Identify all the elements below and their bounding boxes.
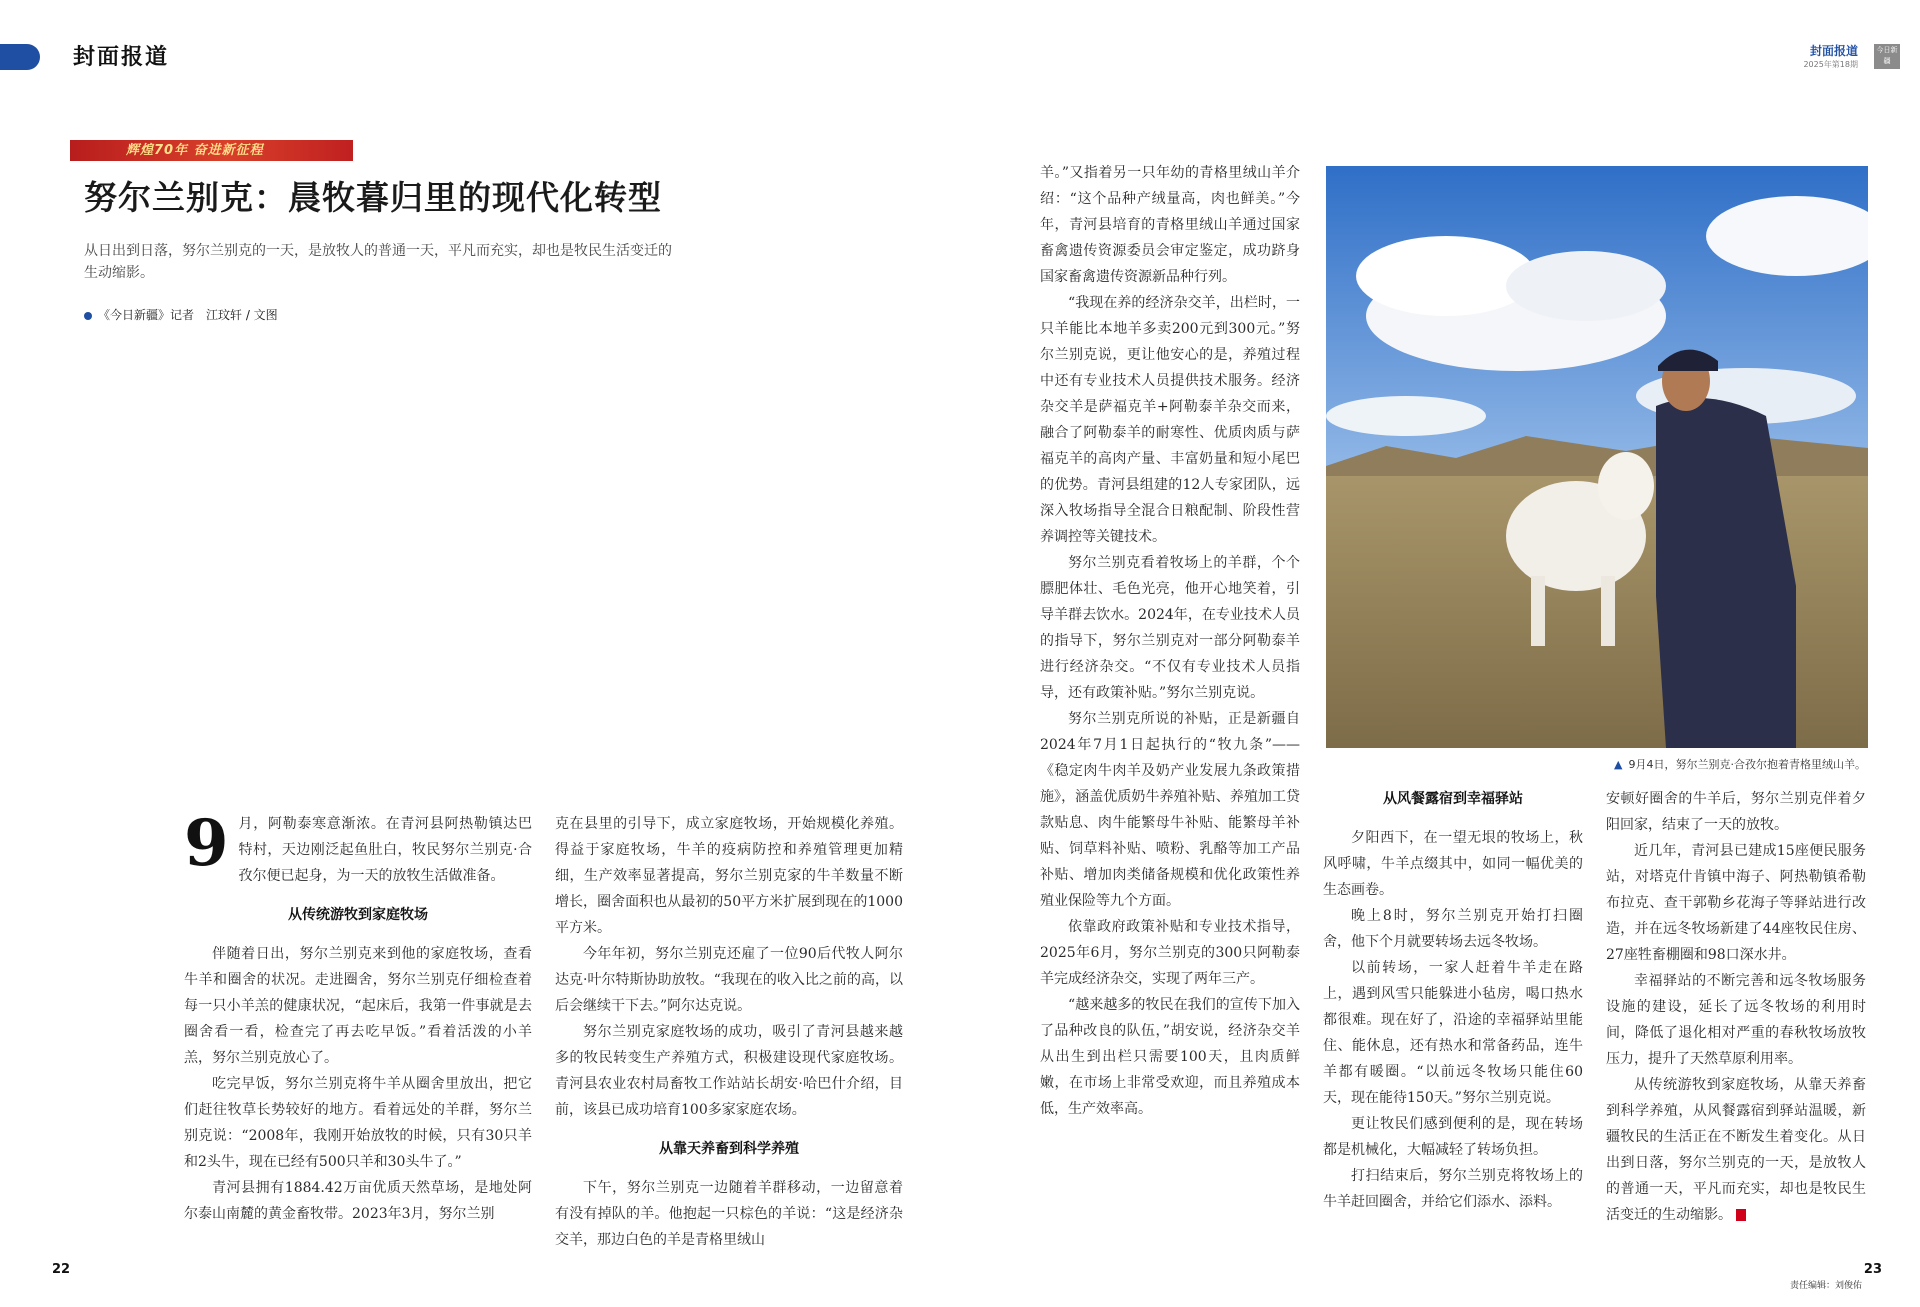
theme-banner: 辉煌70年 奋进新征程 (70, 140, 353, 161)
paragraph: 努尔兰别克所说的补贴，正是新疆自2024年7月1日起执行的“牧九条”——《稳定肉牛肉羊及奶产业发展九条政策措施》，涵盖优质奶牛养殖补贴、养殖加工贷款贴息、肉牛能繁母牛补贴、能繁母羊补贴、饲草料补贴、喷粉、乳酪等加工产品补贴、增加肉类储备规模和优化政策性养殖业保险等九个方面。 (1040, 711, 1300, 909)
caption-text: 9月4日，努尔兰别克·合孜尔抱着青格里绒山羊。 (1628, 758, 1866, 771)
section-tab (0, 44, 40, 70)
article-photo (1326, 166, 1868, 748)
paragraph (1606, 1072, 1866, 1228)
photo-caption (1614, 756, 1866, 772)
triangle-icon: ▲ (1614, 758, 1623, 771)
paragraph: 安顿好圈舍的牛羊后，努尔兰别克伴着夕阳回家，结束了一天的放牧。 (1606, 791, 1866, 833)
paragraph: 下午，努尔兰别克一边随着羊群移动，一边留意着有没有掉队的羊。他抱起一只棕色的羊说：“这是经济杂交羊，那边白色的羊是青格里绒山 (555, 1180, 903, 1248)
section-title-right: 封面报道 (1809, 44, 1858, 58)
page-number-right: 23 (1863, 1262, 1882, 1277)
column-4 (1323, 786, 1583, 1215)
paragraph: 晚上8时，努尔兰别克开始打扫圈舍，他下个月就要转场去远冬牧场。 (1323, 908, 1583, 950)
paragraph: 打扫结束后，努尔兰别克将牧场上的牛羊赶回圈舍，并给它们添水、添料。 (1323, 1168, 1583, 1210)
paragraph: 羊。”又指着另一只年幼的青格里绒山羊介绍：“这个品种产绒量高，肉也鲜美。”今年，青河县培育的青格里绒山羊通过国家畜禽遗传资源委员会审定鉴定，成功跻身国家畜禽遗传资源新品种行列。 (1040, 165, 1300, 285)
issue-label: 2025年第18期 (1803, 60, 1858, 69)
paragraph: 吃完早饭，努尔兰别克将牛羊从圈舍里放出，把它们赶往牧草长势较好的地方。看着远处的羊群，努尔兰别克说：“2008年，我刚开始放牧的时候，只有30只羊和2头牛，现在已经有500只羊和30头牛了。” (184, 1076, 532, 1170)
paragraph: 努尔兰别克看着牧场上的羊群，个个膘肥体壮、毛色光亮，他开心地笑着，引导羊群去饮水。2024年，在专业技术人员的指导下，努尔兰别克对一部分阿勒泰羊进行经济杂交。“不仅有专业技术人员指导，还有政策补贴。”努尔兰别克说。 (1040, 555, 1300, 701)
paragraph: 依靠政府政策补贴和专业技术指导，2025年6月，努尔兰别克的300只阿勒泰羊完成经济杂交，实现了两年三产。 (1040, 919, 1300, 987)
article-byline (84, 306, 278, 323)
subhead-1: 从传统游牧到家庭牧场 (288, 907, 428, 923)
paragraph: 伴随着日出，努尔兰别克来到他的家庭牧场，查看牛羊和圈舍的状况。走进圈舍，努尔兰别克仔细检查着每一只小羊羔的健康状况，“起床后，我第一件事就是去圈舍看一看，检查完了再去吃早饭。”看着活泼的小羊羔，努尔兰别克放心了。 (184, 946, 532, 1066)
section-title-left: 封面报道 (73, 44, 170, 70)
paragraph: “我现在养的经济杂交羊，出栏时，一只羊能比本地羊多卖200元到300元。”努尔兰别克说，更让他安心的是，养殖过程中还有专业技术人员提供技术服务。经济杂交羊是萨福克羊+阿勒泰羊杂交而来，融合了阿勒泰羊的耐寒性、优质肉质与萨福克羊的高肉产量、丰富奶量和短小尾巴的优势。青河县组建的12人专家团队，远深入牧场指导全混合日粮配制、阶段性营养调控等关键技术。 (1040, 295, 1300, 545)
column-2 (555, 811, 903, 1253)
subhead-3: 从风餐露宿到幸福驿站 (1383, 791, 1523, 807)
end-mark-icon (1736, 1209, 1746, 1221)
article-headline: 努尔兰别克：晨牧暮归里的现代化转型 (84, 178, 662, 217)
drop-cap: 9 (184, 806, 229, 881)
paragraph: 青河县拥有1884.42万亩优质天然草场，是地处阿尔泰山南麓的黄金畜牧带。2023年3月，努尔兰别 (184, 1180, 532, 1222)
paragraph: 克在县里的引导下，成立家庭牧场，开始规模化养殖。得益于家庭牧场，牛羊的疫病防控和养殖管理更加精细，生产效率显著提高，努尔兰别克家的牛羊数量不断增长，圈舍面积也从最初的50平方米扩展到现在的1000平方米。 (555, 816, 903, 936)
subhead-2: 从靠天养畜到科学养殖 (659, 1141, 799, 1157)
column-3 (1040, 160, 1300, 1122)
paragraph: “越来越多的牧民在我们的宣传下加入了品种改良的队伍，”胡安说，经济杂交羊从出生到出栏只需要100天，且肉质鲜嫩，在市场上非常受欢迎，而且养殖成本低，生产效率高。 (1040, 997, 1300, 1117)
page-number-left: 22 (52, 1262, 71, 1277)
running-header-right (1803, 42, 1858, 70)
closing-text: 从传统游牧到家庭牧场，从靠天养畜到科学养殖，从风餐露宿到驿站温暖，新疆牧民的生活正在不断发生着变化。从日出到日落，努尔兰别克的一天，是放牧人的普通一天，平凡而充实，却也是牧民生活变迁的生动缩影。 (1606, 1077, 1866, 1223)
editor-credit: 责任编辑：刘俊佑 (1789, 1281, 1862, 1291)
paragraph: 努尔兰别克家庭牧场的成功，吸引了青河县越来越多的牧民转变生产养殖方式，积极建设现代家庭牧场。青河县农业农村局畜牧工作站站长胡安·哈巴什介绍，目前，该县已成功培育100多家家庭农场。 (555, 1024, 903, 1118)
bullet-icon (84, 312, 92, 320)
paragraph: 幸福驿站的不断完善和远冬牧场服务设施的建设，延长了远冬牧场的利用时间，降低了退化相对严重的春秋牧场放牧压力，提升了天然草原利用率。 (1606, 973, 1866, 1067)
column-1 (184, 806, 532, 1227)
column-5 (1606, 786, 1866, 1228)
paragraph: 近几年，青河县已建成15座便民服务站，对塔克什肯镇中海子、阿热勒镇希勒布拉克、查干郭勒乡花海子等驿站进行改造，并在远冬牧场新建了44座牧民住房、27座牲畜棚圈和98口深水井。 (1606, 843, 1866, 963)
article-lede: 从日出到日落，努尔兰别克的一天，是放牧人的普通一天，平凡而充实，却也是牧民生活变迁的生动缩影。 (84, 243, 672, 281)
photo-illustration (1326, 166, 1868, 748)
paragraph: 更让牧民们感到便利的是，现在转场都是机械化，大幅减轻了转场负担。 (1323, 1116, 1583, 1158)
paragraph: 今年年初，努尔兰别克还雇了一位90后代牧人阿尔达克·叶尔特斯协助放牧。“我现在的收入比之前的高，以后会继续干下去。”阿尔达克说。 (555, 946, 903, 1014)
intro-paragraph (184, 806, 532, 889)
byline-text: 《今日新疆》记者 江玟轩 / 文图 (98, 308, 278, 322)
intro-text: 月，阿勒泰寒意渐浓。在青河县阿热勒镇达巴特村，天边刚泛起鱼肚白，牧民努尔兰别克·合孜尔便已起身，为一天的放牧生活做准备。 (238, 816, 532, 884)
magazine-logo: 今日新疆 (1874, 44, 1900, 69)
paragraph: 夕阳西下，在一望无垠的牧场上，秋风呼啸，牛羊点缀其中，如同一幅优美的生态画卷。 (1323, 830, 1583, 898)
paragraph: 以前转场，一家人赶着牛羊走在路上，遇到风雪只能躲进小毡房，喝口热水都很难。现在好了，沿途的幸福驿站里能住、能休息，还有热水和常备药品，连牛羊都有暖圈。“以前远冬牧场只能住60天，现在能待150天。”努尔兰别克说。 (1323, 960, 1583, 1106)
